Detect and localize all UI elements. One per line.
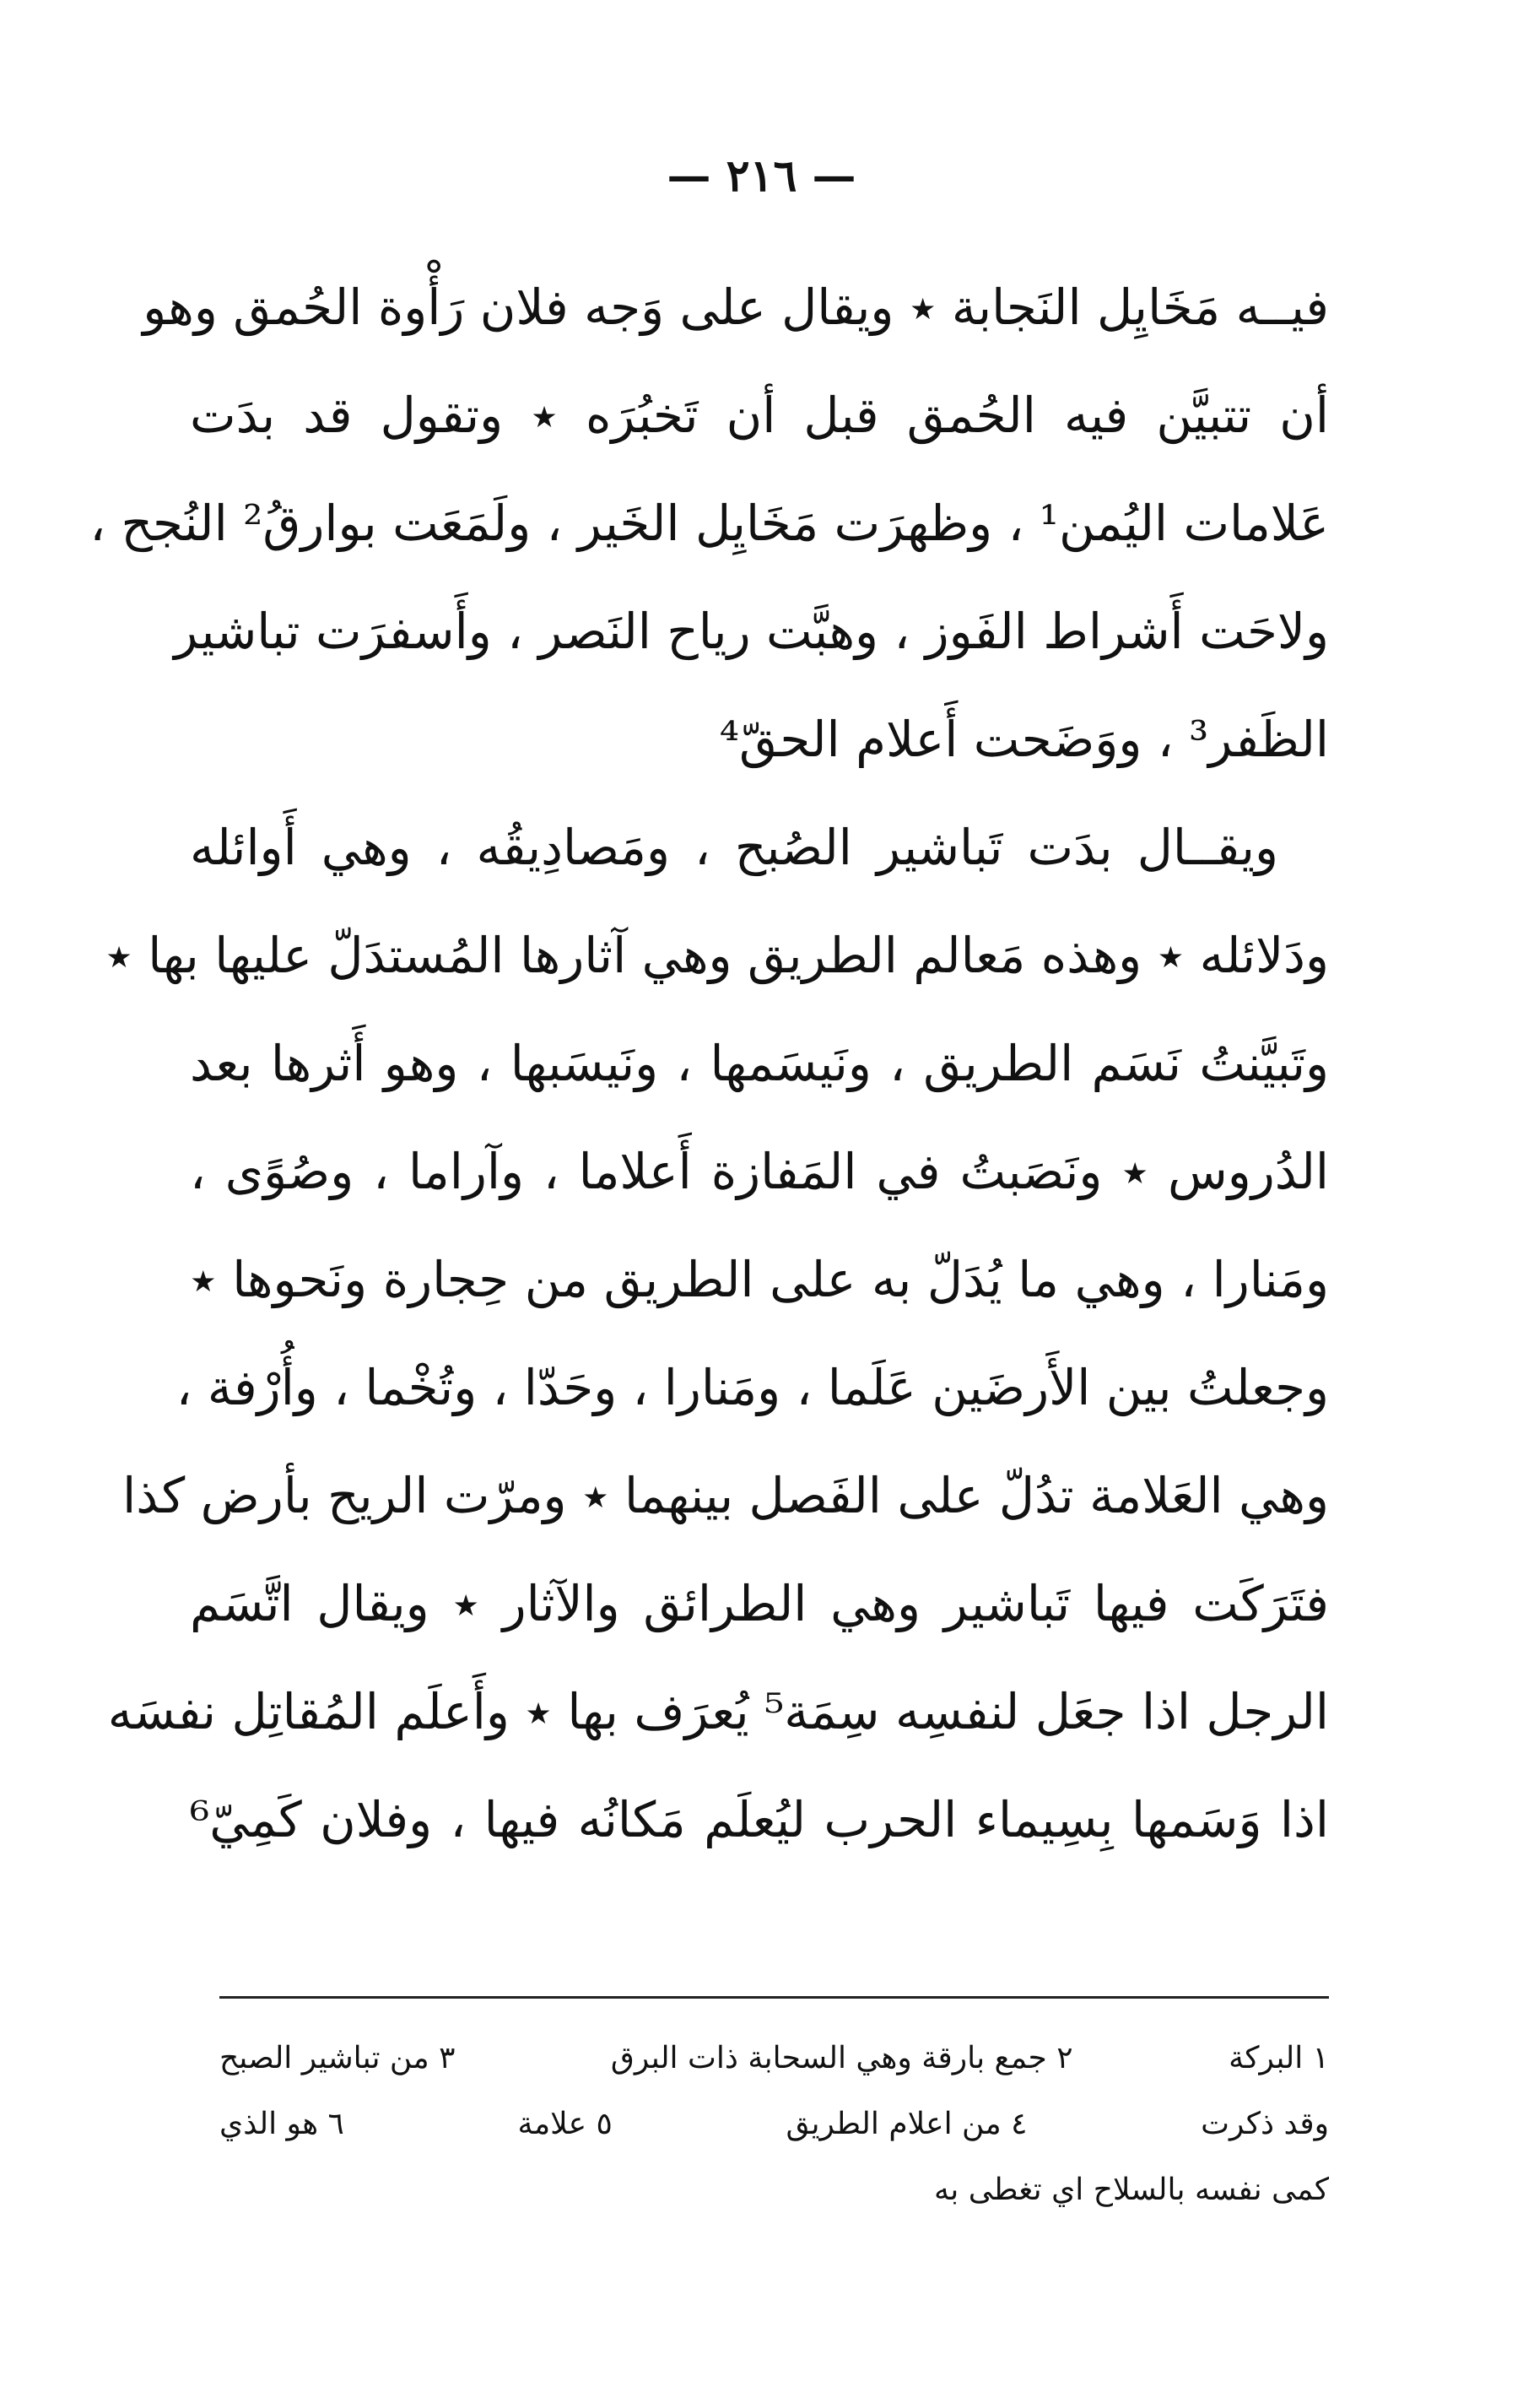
footnote: ٤ من اعلام الطريق bbox=[786, 2107, 1028, 2141]
text-line: وتَبيَّنتُ نَسَم الطريق ، ونَيسَمها ، ونَيسَبها ، وهو أَثرها بعد bbox=[190, 1035, 1329, 1092]
text-line: ومَنارا ، وهي ما يُدَلّ به على الطريق من حِجارة ونَحوها ٭ bbox=[190, 1251, 1329, 1308]
main-text bbox=[89, 253, 1329, 1874]
footnote-row bbox=[219, 2157, 1329, 2223]
text-line: الرجل اذا جعَل لنفسِه سِمَة⁵ يُعرَف بها ٭ وأَعلَم المُقاتِل نفسَه bbox=[107, 1683, 1329, 1740]
text-line: ولاحَت أَشراط الفَوز ، وهبَّت رياح النَصر ، وأَسفرَت تباشير bbox=[174, 603, 1329, 660]
text-line: وجعلتُ بين الأَرضَين عَلَما ، ومَنارا ، وحَدّا ، وتُخْما ، وأُرْفة ، bbox=[176, 1359, 1329, 1416]
footnote: ٦ هو الذي bbox=[219, 2107, 344, 2141]
page-number: — ٢١٦ — bbox=[667, 150, 856, 202]
footnote-divider bbox=[219, 1996, 1329, 1999]
text-line: فيــه مَخَايِل النَجابة ٭ ويقال على وَجه فلان رَأْوة الحُمق وهو bbox=[143, 279, 1329, 336]
footnotes bbox=[219, 2026, 1329, 2223]
footnote: ١ البركة bbox=[1229, 2041, 1329, 2075]
text-line: وهي العَلامة تدُلّ على الفَصل بينهما ٭ ومرّت الريح بأرض كذا bbox=[122, 1467, 1329, 1524]
footnote: كمى نفسه بالسلاح اي تغطى به bbox=[933, 2173, 1329, 2207]
text-line: أن تتبيَّن فيه الحُمق قبل أن تَخبُرَه ٭ وتقول قد بدَت bbox=[190, 387, 1329, 444]
text-line: عَلامات اليُمن¹ ، وظهرَت مَخَايِل الخَير ، ولَمَعَت بوارقُ² النُجح ، bbox=[89, 495, 1329, 552]
footnote: ٣ من تباشير الصبح bbox=[219, 2041, 456, 2075]
text-line: ويقــال بدَت تَباشير الصُبح ، ومَصادِيقُه ، وهي أَوائله bbox=[190, 819, 1278, 876]
footnote: ٢ جمع بارقة وهي السحابة ذات البرق bbox=[610, 2041, 1073, 2075]
text-line: ودَلائله ٭ وهذه مَعالم الطريق وهي آثارها المُستدَلّ عليها بها ٭ bbox=[105, 927, 1329, 984]
text-line: فتَرَكَت فيها تَباشير وهي الطرائق والآثار ٭ ويقال اتَّسَم bbox=[190, 1575, 1329, 1632]
text-line: اذا وَسَمها بِسِيماء الحرب ليُعلَم مَكانُه فيها ، وفلان كَمِيّ⁶ bbox=[190, 1791, 1329, 1848]
footnote-row bbox=[219, 2091, 1329, 2157]
text-line: الدُروس ٭ ونَصَبتُ في المَفازة أَعلاما ، وآراما ، وصُوًى ، bbox=[190, 1143, 1329, 1200]
footnote-row bbox=[219, 2026, 1329, 2091]
text-line: الظَفر³ ، ووَضَحت أَعلام الحقّ⁴ bbox=[719, 711, 1329, 768]
footnote: وقد ذكرت bbox=[1201, 2107, 1329, 2141]
footnote: ٥ علامة bbox=[517, 2107, 613, 2141]
